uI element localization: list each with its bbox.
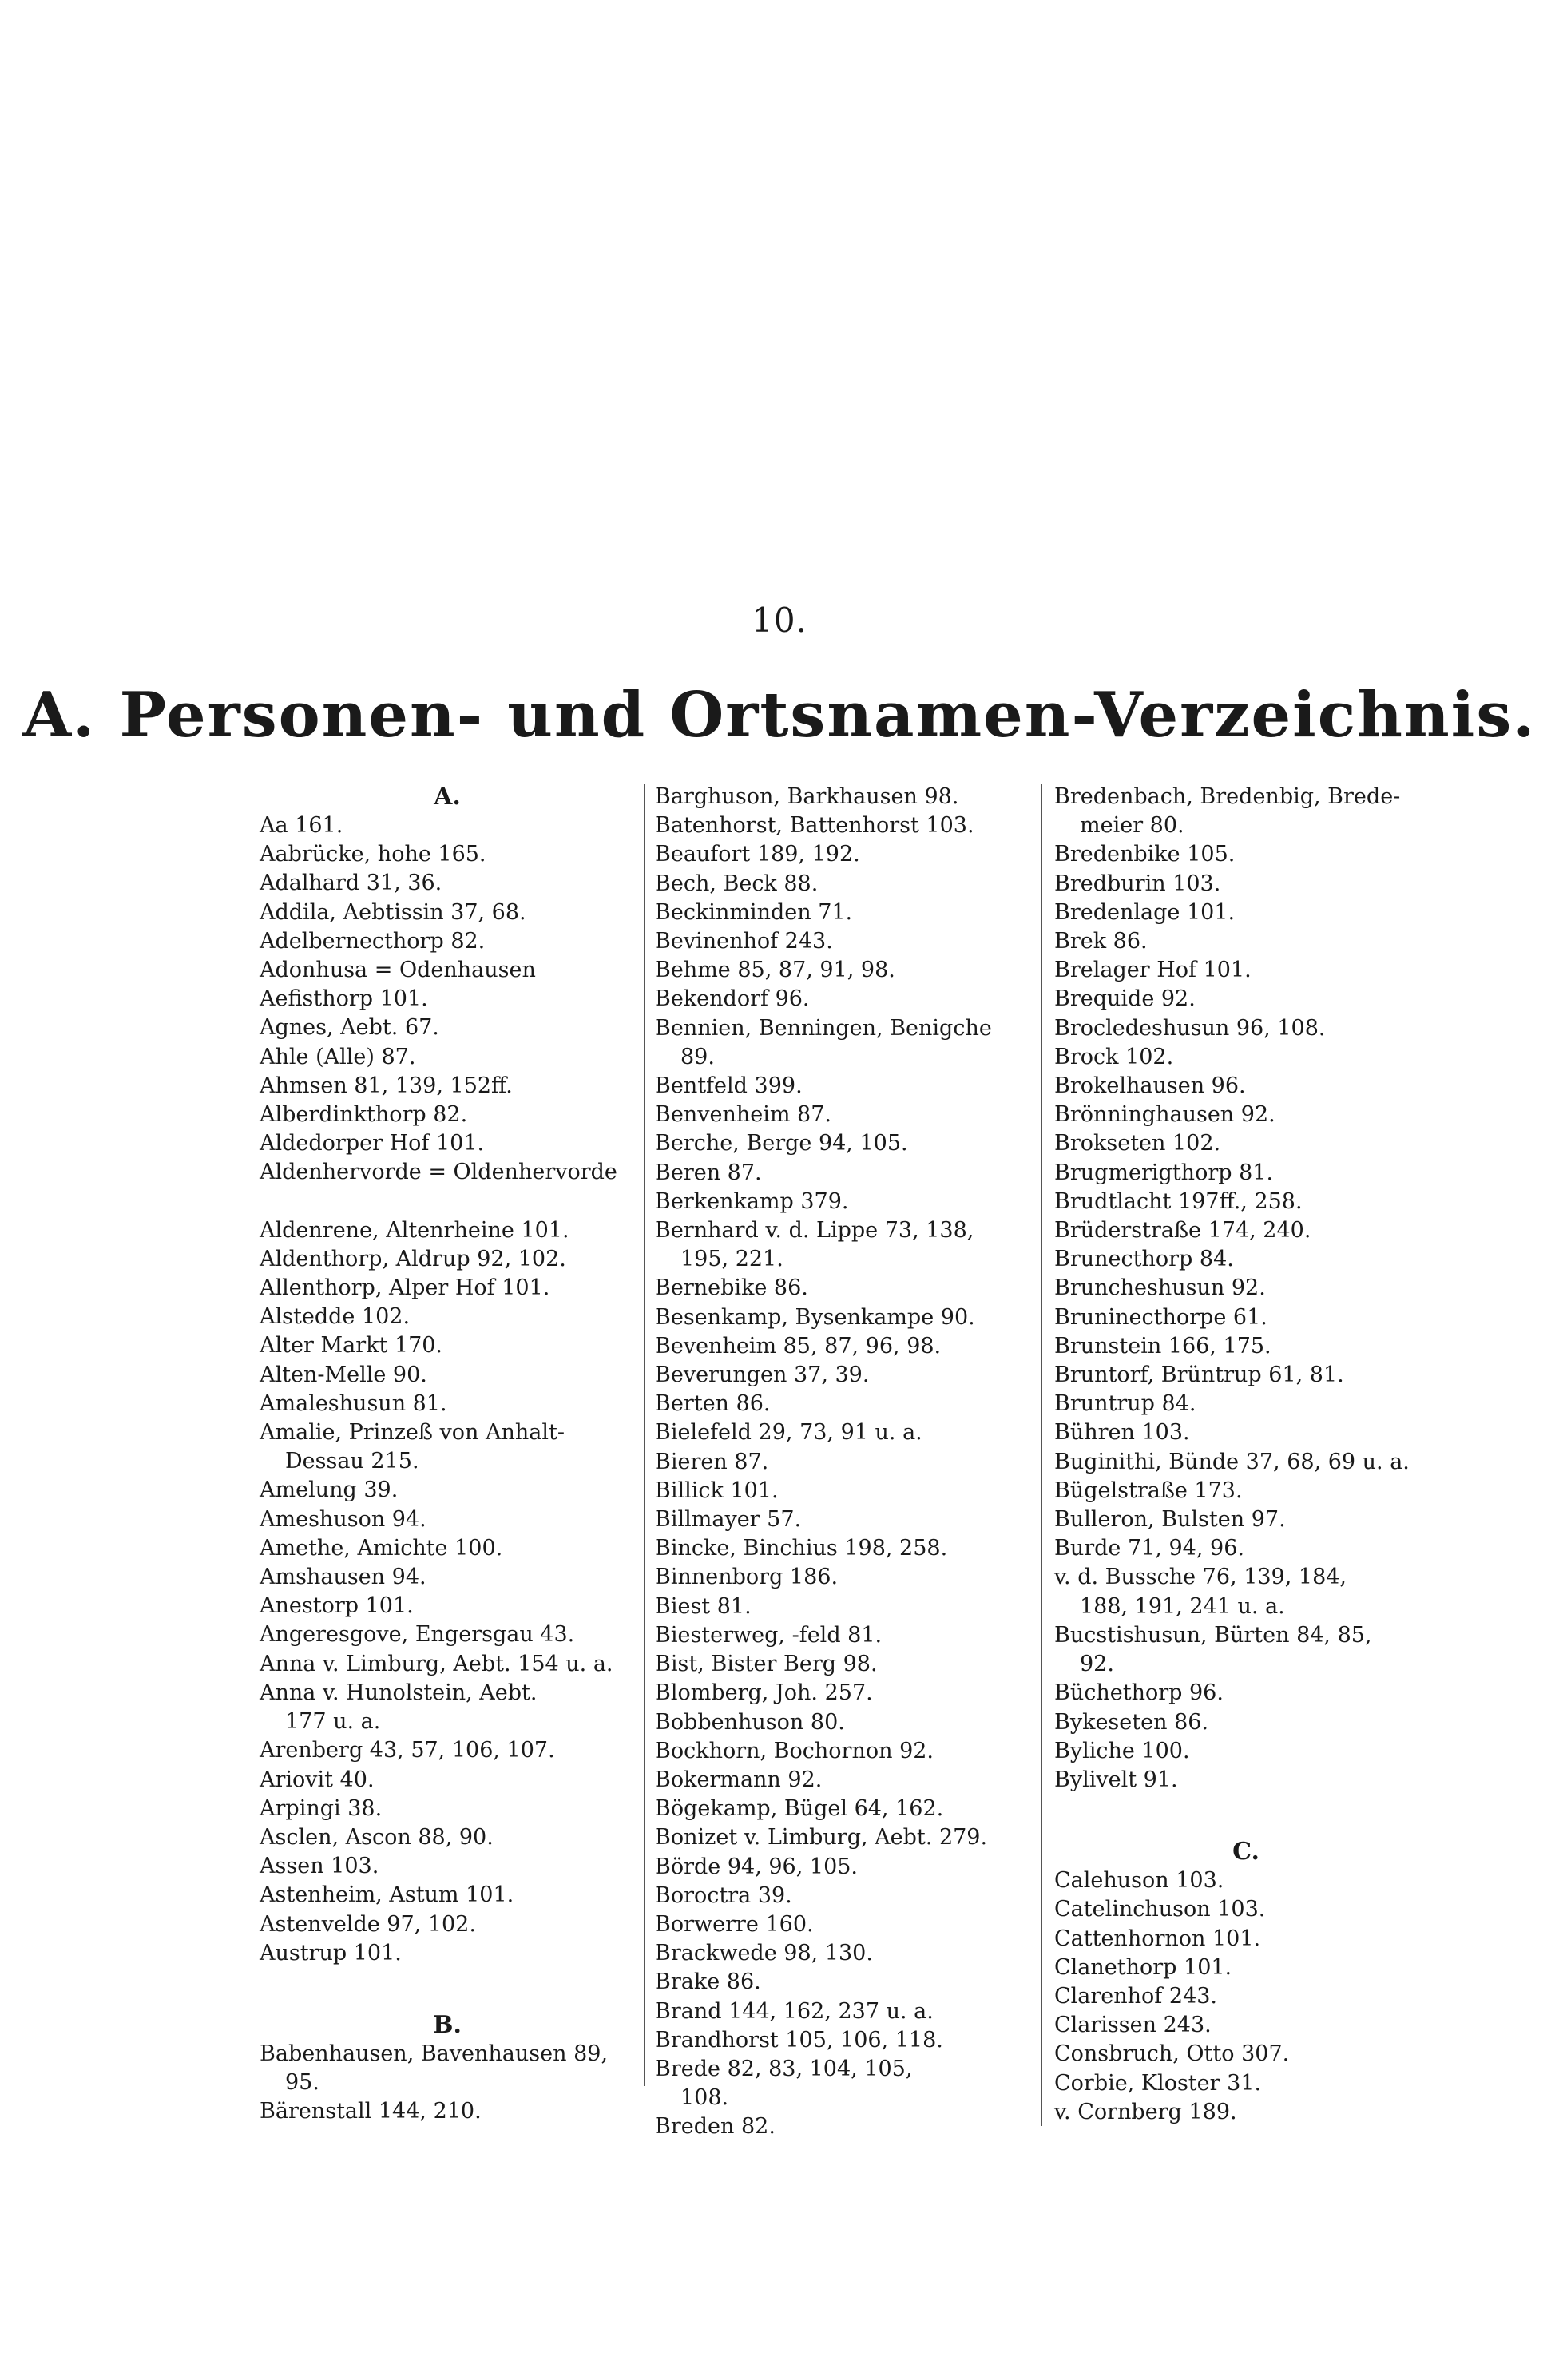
entry-line: Breden 82. [655,2114,776,2140]
entry-line: Anestorp 101. [260,1593,414,1619]
entry-line: Catelinchuson 103. [1054,1897,1266,1922]
index-entry [1054,1866,1438,1895]
entry-line: Bernebike 86. [655,1275,808,1301]
column-divider-2 [1041,784,1042,2126]
index-entry [655,1159,1037,1188]
index-entry [655,927,1037,956]
entry-line: Clarissen 243. [1054,2013,1212,2038]
index-entry [260,1101,635,1129]
index-entry [655,1390,1037,1418]
entry-line: Amaleshusun 81. [260,1390,447,1416]
index-entry [1054,1188,1438,1216]
entry-line: Brock 102. [1054,1044,1174,1069]
entry-line: Brocledeshusun 96, 108. [1054,1015,1326,1041]
index-entry [260,1158,635,1187]
index-entry [655,1448,1037,1477]
index-entry [260,2040,635,2097]
index-entry [1054,2011,1438,2040]
entry-line: Astenvelde 97, 102. [260,1911,476,1937]
entry-line: Ameshuson 94. [260,1506,426,1532]
entry-line: Berche, Berge 94, 105. [655,1131,908,1156]
index-entry [260,1303,635,1331]
index-entry [260,1939,635,1968]
index-entry [1054,1563,1438,1620]
index-entry [1054,1477,1438,1505]
entry-line: Anna v. Limburg, Aebt. 154 u. a. [260,1651,613,1676]
entry-line: Brüderstraße 174, 240. [1054,1218,1311,1244]
index-entry [260,1245,635,1274]
entry-spacer [260,1188,635,1216]
index-entry [260,1679,635,1736]
index-entry [655,1303,1037,1332]
index-entry [655,1882,1037,1910]
index-entry [1054,1418,1438,1447]
entry-line: Bredburin 103. [1054,871,1221,896]
entry-line: Alten-Melle 90. [260,1362,427,1387]
entry-line: Bobbenhuson 80. [655,1709,845,1735]
index-entry [655,2112,1037,2141]
entry-line: Aldedorper Hof 101. [260,1131,485,1156]
index-column-2 [655,783,1037,2142]
index-entry [655,1708,1037,1737]
entry-line: Bruninecthorpe 61. [1054,1304,1267,1330]
page-number: 10. [752,601,807,640]
section-spacer [260,1968,635,2011]
index-entry [655,870,1037,898]
index-entry [1054,1043,1438,1072]
index-entry [260,840,635,869]
entry-line: Aabrücke, hohe 165. [260,842,486,867]
index-entry [1054,840,1438,869]
index-entry [655,1968,1037,1997]
index-entry [260,956,635,985]
entry-line: Allenthorp, Alper Hof 101. [260,1275,550,1301]
entry-line: Billick 101. [655,1478,779,1503]
entry-line: Alberdinkthorp 82. [260,1102,468,1128]
entry-line: Astenheim, Astum 101. [260,1882,514,1908]
index-entry [1054,1361,1438,1390]
index-entry [1054,1505,1438,1534]
entry-line: Beverungen 37, 39. [655,1363,870,1388]
entry-line: Clarenhof 243. [1054,1983,1218,2009]
entry-line: Arpingi 38. [260,1795,383,1821]
entry-continuation: 177 u. a. [285,1709,381,1735]
entry-line: Brelager Hof 101. [1054,958,1252,983]
index-entry [655,1505,1037,1534]
index-entry [260,1331,635,1360]
entry-line: Brake 86. [655,1969,761,1995]
index-entry [655,1939,1037,1968]
index-entry [655,1795,1037,1823]
entry-line: Aa 161. [260,813,343,838]
entry-line: Brunstein 166, 175. [1054,1333,1271,1359]
entry-line: Beckinminden 71. [655,899,853,925]
entry-line: Bevinenhof 243. [655,929,833,954]
entry-line: Bist, Bister Berg 98. [655,1652,878,1677]
section-letter: C. [1232,1838,1259,1866]
entry-continuation: 92. [1080,1652,1114,1677]
entry-line: Brudtlacht 197ff., 258. [1054,1188,1303,1214]
index-entry [260,1563,635,1592]
index-entry [1054,2040,1438,2069]
entry-line: Bügelstraße 173. [1054,1478,1243,1503]
entry-line: Bruntorf, Brüntrup 61, 81. [1054,1363,1344,1388]
index-entry [260,1505,635,1534]
index-entry [655,985,1037,1013]
entry-line: Bielefeld 29, 73, 91 u. a. [655,1420,922,1446]
index-entry [260,1274,635,1303]
index-entry [1054,956,1438,985]
entry-line: Brek 86. [1054,929,1148,954]
entry-line: Amshausen 94. [260,1565,426,1590]
index-entry [655,1477,1037,1505]
entry-line: Burde 71, 94, 96. [1054,1536,1244,1561]
index-entry [1054,985,1438,1013]
entry-line: Adonhusa = Odenhausen [260,958,536,983]
index-entry [1054,1274,1438,1303]
entry-line: Bernhard v. d. Lippe 73, 138, [655,1218,974,1244]
entry-line: Amelung 39. [260,1478,399,1503]
index-entry [260,811,635,840]
index-entry [260,1766,635,1795]
entry-line: Aldenthorp, Aldrup 92, 102. [260,1246,566,1271]
entry-continuation: Dessau 215. [285,1449,419,1474]
entry-line: Angeresgove, Engersgau 43. [260,1622,575,1648]
entry-continuation: meier 80. [1080,813,1184,839]
index-entry [655,1621,1037,1650]
entry-line: Cattenhornon 101. [1054,1926,1261,1951]
index-entry [260,1534,635,1563]
index-entry [1054,2098,1438,2127]
entry-line: Brönninghausen 92. [1054,1102,1275,1128]
index-entry [655,1101,1037,1129]
entry-line: Bredenbike 105. [1054,842,1236,867]
index-entry [260,1620,635,1649]
entry-line: Bieren 87. [655,1449,769,1474]
index-column-3 [1054,783,1438,2127]
index-entry [1054,1014,1438,1043]
entry-line: Brugmerigthorp 81. [1054,1160,1274,1185]
index-entry [655,898,1037,927]
index-entry [655,1072,1037,1101]
entry-line: Batenhorst, Battenhorst 103. [655,813,974,839]
entry-line: Billmayer 57. [655,1507,802,1533]
entry-line: Bögekamp, Bügel 64, 162. [655,1796,944,1822]
entry-line: Bentfeld 399. [655,1073,803,1099]
index-entry [260,1390,635,1418]
index-entry [1054,1303,1438,1332]
entry-line: Berten 86. [655,1391,771,1417]
entry-line: v. Cornberg 189. [1054,2099,1237,2124]
index-entry [1054,870,1438,898]
index-entry [655,1766,1037,1795]
entry-line: Clanethorp 101. [1054,1954,1232,1980]
entry-line: Bucstishusun, Bürten 84, 85, [1054,1622,1372,1648]
index-entry [1054,1159,1438,1188]
entry-line: Brunecthorp 84. [1054,1247,1234,1272]
index-entry [260,1823,635,1852]
entry-line: Ariovit 40. [260,1767,375,1792]
index-entry [1054,1448,1438,1477]
index-entry [1054,927,1438,956]
entry-line: Aldenhervorde = Oldenhervorde [260,1160,617,1185]
index-entry [260,1592,635,1620]
index-entry [260,1910,635,1939]
entry-line: Assen 103. [260,1854,379,1879]
index-entry [1054,1332,1438,1361]
entry-line: Bonizet v. Limburg, Aebt. 279. [655,1825,988,1850]
entry-line: Bylivelt 91. [1054,1767,1178,1792]
section-letter: A. [434,783,461,811]
entry-line: Addila, Aebtissin 37, 68. [260,899,526,925]
entry-line: Bruncheshusun 92. [1054,1275,1266,1301]
index-entry [1054,1895,1438,1924]
entry-continuation: 95. [285,2070,319,2096]
index-entry [1054,1072,1438,1101]
entry-line: Ahmsen 81, 139, 152ff. [260,1073,513,1098]
index-entry [260,2097,635,2126]
entry-line: Brackwede 98, 130. [655,1941,873,1966]
index-entry [1054,1679,1438,1708]
entry-line: Brequide 92. [1054,986,1196,1012]
index-entry [655,1534,1037,1563]
index-entry [1054,898,1438,927]
entry-line: Bevenheim 85, 87, 96, 98. [655,1333,942,1359]
index-entry [655,1129,1037,1158]
index-entry [655,2026,1037,2055]
entry-continuation: 195, 221. [680,1247,783,1272]
index-entry [260,869,635,898]
index-entry [1054,1954,1438,1982]
entry-line: Biest 81. [655,1593,752,1619]
column-divider-1 [644,784,645,2086]
entry-line: Bühren 103. [1054,1420,1190,1446]
index-entry [260,1881,635,1910]
entry-line: Brand 144, 162, 237 u. a. [655,1998,934,2024]
entry-line: Besenkamp, Bysenkampe 90. [655,1304,975,1330]
entry-line: v. d. Bussche 76, 139, 184, [1054,1565,1347,1590]
entry-line: Adalhard 31, 36. [260,871,442,896]
entry-line: Bredenlage 101. [1054,899,1236,925]
index-entry [1054,1129,1438,1158]
index-entry [655,956,1037,985]
index-entry [655,811,1037,840]
entry-line: Aldenrene, Altenrheine 101. [260,1217,569,1243]
index-entry [655,783,1037,811]
index-entry [1054,2069,1438,2098]
index-entry [1054,1245,1438,1274]
index-entry [260,927,635,956]
entry-line: Bech, Beck 88. [655,871,819,896]
entry-line: Austrup 101. [260,1940,402,1965]
entry-line: Bockhorn, Bochornon 92. [655,1738,934,1763]
entry-continuation: 188, 191, 241 u. a. [1080,1593,1285,1619]
index-entry [655,1418,1037,1447]
entry-continuation: 89. [680,1044,715,1069]
index-entry [1054,1101,1438,1129]
index-entry [655,1188,1037,1216]
index-entry [655,1014,1037,1072]
index-entry [655,1737,1037,1766]
index-entry [260,1216,635,1245]
index-entry [655,1216,1037,1274]
entry-line: Bokermann 92. [655,1767,823,1792]
index-entry [655,2055,1037,2112]
entry-line: Bärenstall 144, 210. [260,2099,482,2124]
index-entry [260,1043,635,1072]
index-entry [260,1072,635,1101]
index-entry [1054,1216,1438,1245]
index-entry [1054,1982,1438,2011]
index-entry [655,1823,1037,1852]
entry-line: Brokseten 102. [1054,1131,1221,1156]
entry-line: Brokelhausen 96. [1054,1073,1246,1099]
index-entry [260,985,635,1013]
entry-line: Ahle (Alle) 87. [260,1044,416,1069]
index-entry [655,1274,1037,1303]
entry-line: Byliche 100. [1054,1738,1190,1763]
entry-line: Arenberg 43, 57, 106, 107. [260,1738,555,1763]
index-entry [260,1650,635,1679]
entry-line: Consbruch, Otto 307. [1054,2041,1290,2067]
entry-line: Borwerre 160. [655,1911,814,1937]
entry-line: Blomberg, Joh. 257. [655,1680,873,1706]
entry-line: Behme 85, 87, 91, 98. [655,958,895,983]
entry-line: Brandhorst 105, 106, 118. [655,2027,943,2053]
entry-line: Agnes, Aebt. 67. [260,1015,439,1041]
entry-line: Boroctra 39. [655,1882,792,1908]
entry-line: Bulleron, Bulsten 97. [1054,1507,1286,1533]
index-entry [655,1361,1037,1390]
entry-line: Adelbernecthorp 82. [260,928,486,954]
index-entry [655,840,1037,869]
entry-line: Calehuson 103. [1054,1868,1224,1894]
entry-line: Beaufort 189, 192. [655,842,860,867]
index-entry [260,1852,635,1881]
entry-line: Börde 94, 96, 105. [655,1854,859,1879]
entry-line: Amethe, Amichte 100. [260,1535,503,1561]
entry-line: Alstedde 102. [260,1304,411,1330]
index-entry [655,1910,1037,1939]
entry-line: Brede 82, 83, 104, 105, [655,2056,913,2081]
index-entry [1054,1766,1438,1795]
entry-line: Bincke, Binchius 198, 258. [655,1536,948,1561]
entry-line: Amalie, Prinzeß von Anhalt- [260,1420,565,1446]
index-entry [260,1129,635,1158]
entry-line: Bruntrup 84. [1054,1391,1196,1417]
entry-line: Bekendorf 96. [655,986,810,1012]
index-entry [260,1361,635,1390]
index-column-1 [260,783,635,2127]
index-entry [1054,1621,1438,1679]
entry-line: Benvenheim 87. [655,1102,831,1128]
index-entry [655,1679,1037,1708]
index-entry [655,1593,1037,1621]
index-entry [1054,1390,1438,1418]
entry-line: Beren 87. [655,1160,762,1185]
index-entry [655,1997,1037,2026]
entry-line: Buginithi, Bünde 37, 68, 69 u. a. [1054,1449,1410,1474]
entry-line: Berkenkamp 379. [655,1188,849,1214]
index-entry [655,1332,1037,1361]
entry-line: Aefisthorp 101. [260,986,428,1012]
entry-line: Bennien, Benningen, Benigche [655,1015,992,1041]
index-entry [1054,783,1438,840]
entry-line: Bykeseten 86. [1054,1709,1209,1735]
entry-line: Binnenborg 186. [655,1565,839,1590]
index-entry [655,1853,1037,1882]
entry-line: Barghuson, Barkhausen 98. [655,784,959,809]
index-entry [260,1736,635,1765]
index-entry [260,1476,635,1505]
entry-line: Alter Markt 170. [260,1333,443,1359]
section-spacer [1054,1795,1438,1838]
section-letter: B. [433,2010,462,2039]
index-title: A. Personen- und Ortsnamen-Verzeichnis. [22,679,1537,752]
index-entry [1054,1737,1438,1766]
index-entry [1054,1925,1438,1954]
entry-line: Babenhausen, Bavenhausen 89, [260,2041,609,2066]
index-entry [260,1013,635,1042]
index-entry [260,1418,635,1476]
index-entry [655,1650,1037,1679]
index-entry [1054,1708,1438,1737]
entry-line: Büchethorp 96. [1054,1680,1224,1706]
index-entry [260,898,635,927]
entry-line: Corbie, Kloster 31. [1054,2070,1262,2096]
entry-line: Biesterweg, -feld 81. [655,1622,883,1648]
entry-continuation: 108. [680,2085,729,2111]
entry-line: Bredenbach, Bredenbig, Brede- [1054,784,1401,809]
index-entry [260,1795,635,1823]
entry-line: Anna v. Hunolstein, Aebt. [260,1680,538,1705]
index-entry [655,1563,1037,1592]
entry-line: Asclen, Ascon 88, 90. [260,1824,494,1850]
index-entry [1054,1534,1438,1563]
